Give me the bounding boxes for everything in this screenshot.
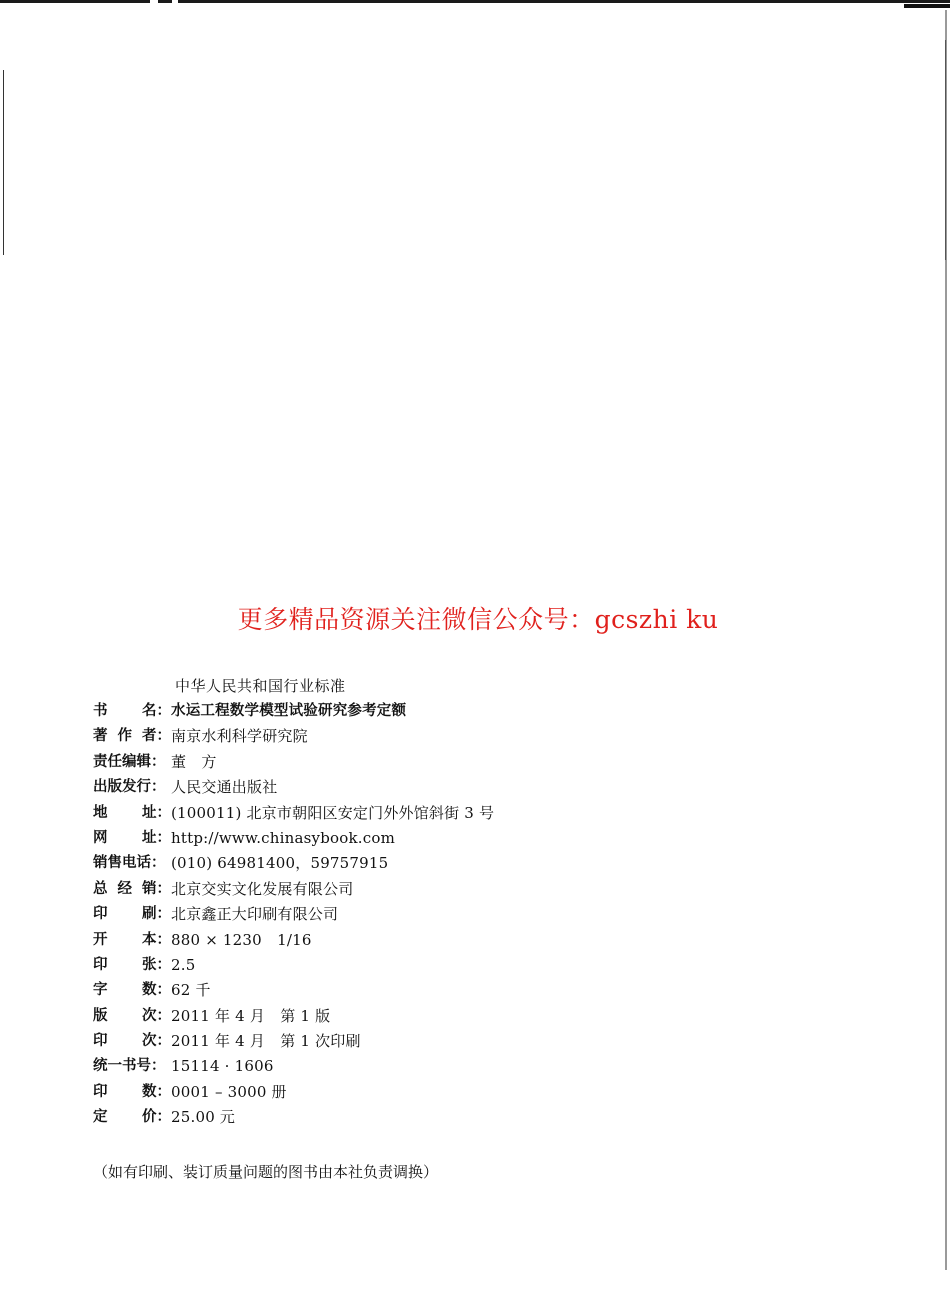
colophon-label-part: 次： bbox=[142, 1007, 171, 1024]
colophon-label-part: 网 bbox=[93, 829, 108, 846]
colophon-row bbox=[93, 877, 713, 902]
colophon-value: 62 千 bbox=[171, 981, 211, 1000]
colophon-label-part: 印 bbox=[93, 906, 108, 923]
colophon-label bbox=[93, 750, 171, 775]
quality-note: （如有印刷、装订质量问题的图书由本社负责调换） bbox=[93, 1163, 439, 1181]
colophon-row bbox=[93, 775, 713, 800]
scan-edge-top-right bbox=[904, 4, 950, 8]
colophon-label-part: 销售电话： bbox=[93, 855, 166, 872]
colophon-value: http://www.chinasybook.com bbox=[171, 828, 395, 847]
colophon-row bbox=[93, 1004, 713, 1029]
colophon-label-part: 统一书号： bbox=[93, 1058, 166, 1075]
colophon-label bbox=[93, 1054, 171, 1079]
colophon-label bbox=[93, 1080, 171, 1105]
colophon-row bbox=[93, 801, 713, 826]
colophon-value: 北京鑫正大印刷有限公司 bbox=[171, 905, 339, 924]
colophon-table bbox=[93, 699, 713, 1131]
colophon-row bbox=[93, 978, 713, 1003]
colophon-label-part: 印 bbox=[93, 1033, 108, 1050]
colophon-label-part: 地 bbox=[93, 804, 108, 821]
colophon-label-part: 张： bbox=[142, 956, 171, 973]
colophon-value: (010) 64981400，59757915 bbox=[171, 854, 389, 873]
colophon-label bbox=[93, 1004, 171, 1029]
colophon-label bbox=[93, 801, 171, 826]
colophon-label-part: 印 bbox=[93, 956, 108, 973]
colophon-label-part: 出版发行： bbox=[93, 779, 166, 796]
colophon-value: 北京交实文化发展有限公司 bbox=[171, 879, 354, 898]
colophon-label-part: 址： bbox=[142, 804, 171, 821]
colophon-label bbox=[93, 928, 171, 953]
colophon-label bbox=[93, 826, 171, 851]
colophon-label-part: 次： bbox=[142, 1033, 171, 1050]
colophon-label bbox=[93, 953, 171, 978]
colophon-label-part: 总 bbox=[93, 880, 108, 897]
colophon-value: 0001 – 3000 册 bbox=[171, 1082, 287, 1101]
colophon-label-part: 开 bbox=[93, 931, 108, 948]
scan-edge-gap bbox=[150, 0, 158, 3]
colophon-label bbox=[93, 851, 171, 876]
colophon-label bbox=[93, 902, 171, 927]
colophon-value: 董 方 bbox=[171, 752, 217, 771]
colophon-label bbox=[93, 978, 171, 1003]
colophon-label bbox=[93, 1105, 171, 1130]
colophon-row bbox=[93, 826, 713, 851]
colophon-label-part: 作 bbox=[117, 728, 132, 745]
scan-edge-right-dark bbox=[945, 40, 946, 260]
colophon-row bbox=[93, 724, 713, 749]
colophon-row bbox=[93, 851, 713, 876]
colophon-label-part: 书 bbox=[93, 703, 108, 719]
colophon-value: 2011 年 4 月 第 1 版 bbox=[171, 1006, 331, 1025]
colophon-value: 水运工程数学模型试验研究参考定额 bbox=[171, 703, 407, 719]
colophon-label-part: 价： bbox=[142, 1109, 171, 1126]
colophon-label-part: 版 bbox=[93, 1007, 108, 1024]
colophon-label-part: 著 bbox=[93, 728, 108, 745]
scan-edge-left bbox=[3, 70, 4, 255]
colophon-label-part: 刷： bbox=[142, 906, 171, 923]
colophon-label-part: 者： bbox=[142, 728, 171, 745]
standard-line: 中华人民共和国行业标准 bbox=[175, 677, 346, 695]
colophon-row bbox=[93, 928, 713, 953]
colophon-value: 25.00 元 bbox=[171, 1108, 236, 1127]
colophon-value: 人民交通出版社 bbox=[171, 778, 278, 797]
colophon-label bbox=[93, 1029, 171, 1054]
colophon-label-part: 本： bbox=[142, 931, 171, 948]
colophon-value: 南京水利科学研究院 bbox=[171, 727, 308, 746]
colophon-label-part: 址： bbox=[142, 829, 171, 846]
colophon-label-part: 名： bbox=[142, 703, 171, 719]
colophon-row bbox=[93, 1029, 713, 1054]
colophon-row bbox=[93, 1105, 713, 1130]
scan-edge-top bbox=[0, 0, 950, 3]
colophon-label-part: 数： bbox=[142, 982, 171, 999]
colophon-label-part: 印 bbox=[93, 1083, 108, 1100]
colophon-row bbox=[93, 750, 713, 775]
colophon-value: 880 × 1230 1/16 bbox=[171, 930, 312, 949]
colophon-label bbox=[93, 724, 171, 749]
colophon-value: 15114 · 1606 bbox=[171, 1057, 274, 1076]
colophon-label-part: 定 bbox=[93, 1109, 108, 1126]
colophon-row bbox=[93, 699, 713, 724]
scan-edge-gap bbox=[172, 0, 178, 3]
colophon-row bbox=[93, 1080, 713, 1105]
colophon-label-part: 字 bbox=[93, 982, 108, 999]
colophon-value: 2011 年 4 月 第 1 次印刷 bbox=[171, 1032, 361, 1051]
promo-banner: 更多精品资源关注微信公众号：gcszhi ku bbox=[237, 605, 719, 634]
colophon-row bbox=[93, 953, 713, 978]
colophon-row bbox=[93, 1054, 713, 1079]
colophon-label bbox=[93, 699, 171, 724]
colophon-row bbox=[93, 902, 713, 927]
colophon-label-part: 数： bbox=[142, 1083, 171, 1100]
colophon-label bbox=[93, 877, 171, 902]
colophon-value: 2.5 bbox=[171, 955, 196, 974]
colophon-value: (100011) 北京市朝阳区安定门外外馆斜街 3 号 bbox=[171, 803, 495, 822]
colophon-label-part: 责任编辑： bbox=[93, 753, 166, 770]
colophon-label-part: 销： bbox=[142, 880, 171, 897]
colophon-label bbox=[93, 775, 171, 800]
colophon-label-part: 经 bbox=[117, 880, 132, 897]
